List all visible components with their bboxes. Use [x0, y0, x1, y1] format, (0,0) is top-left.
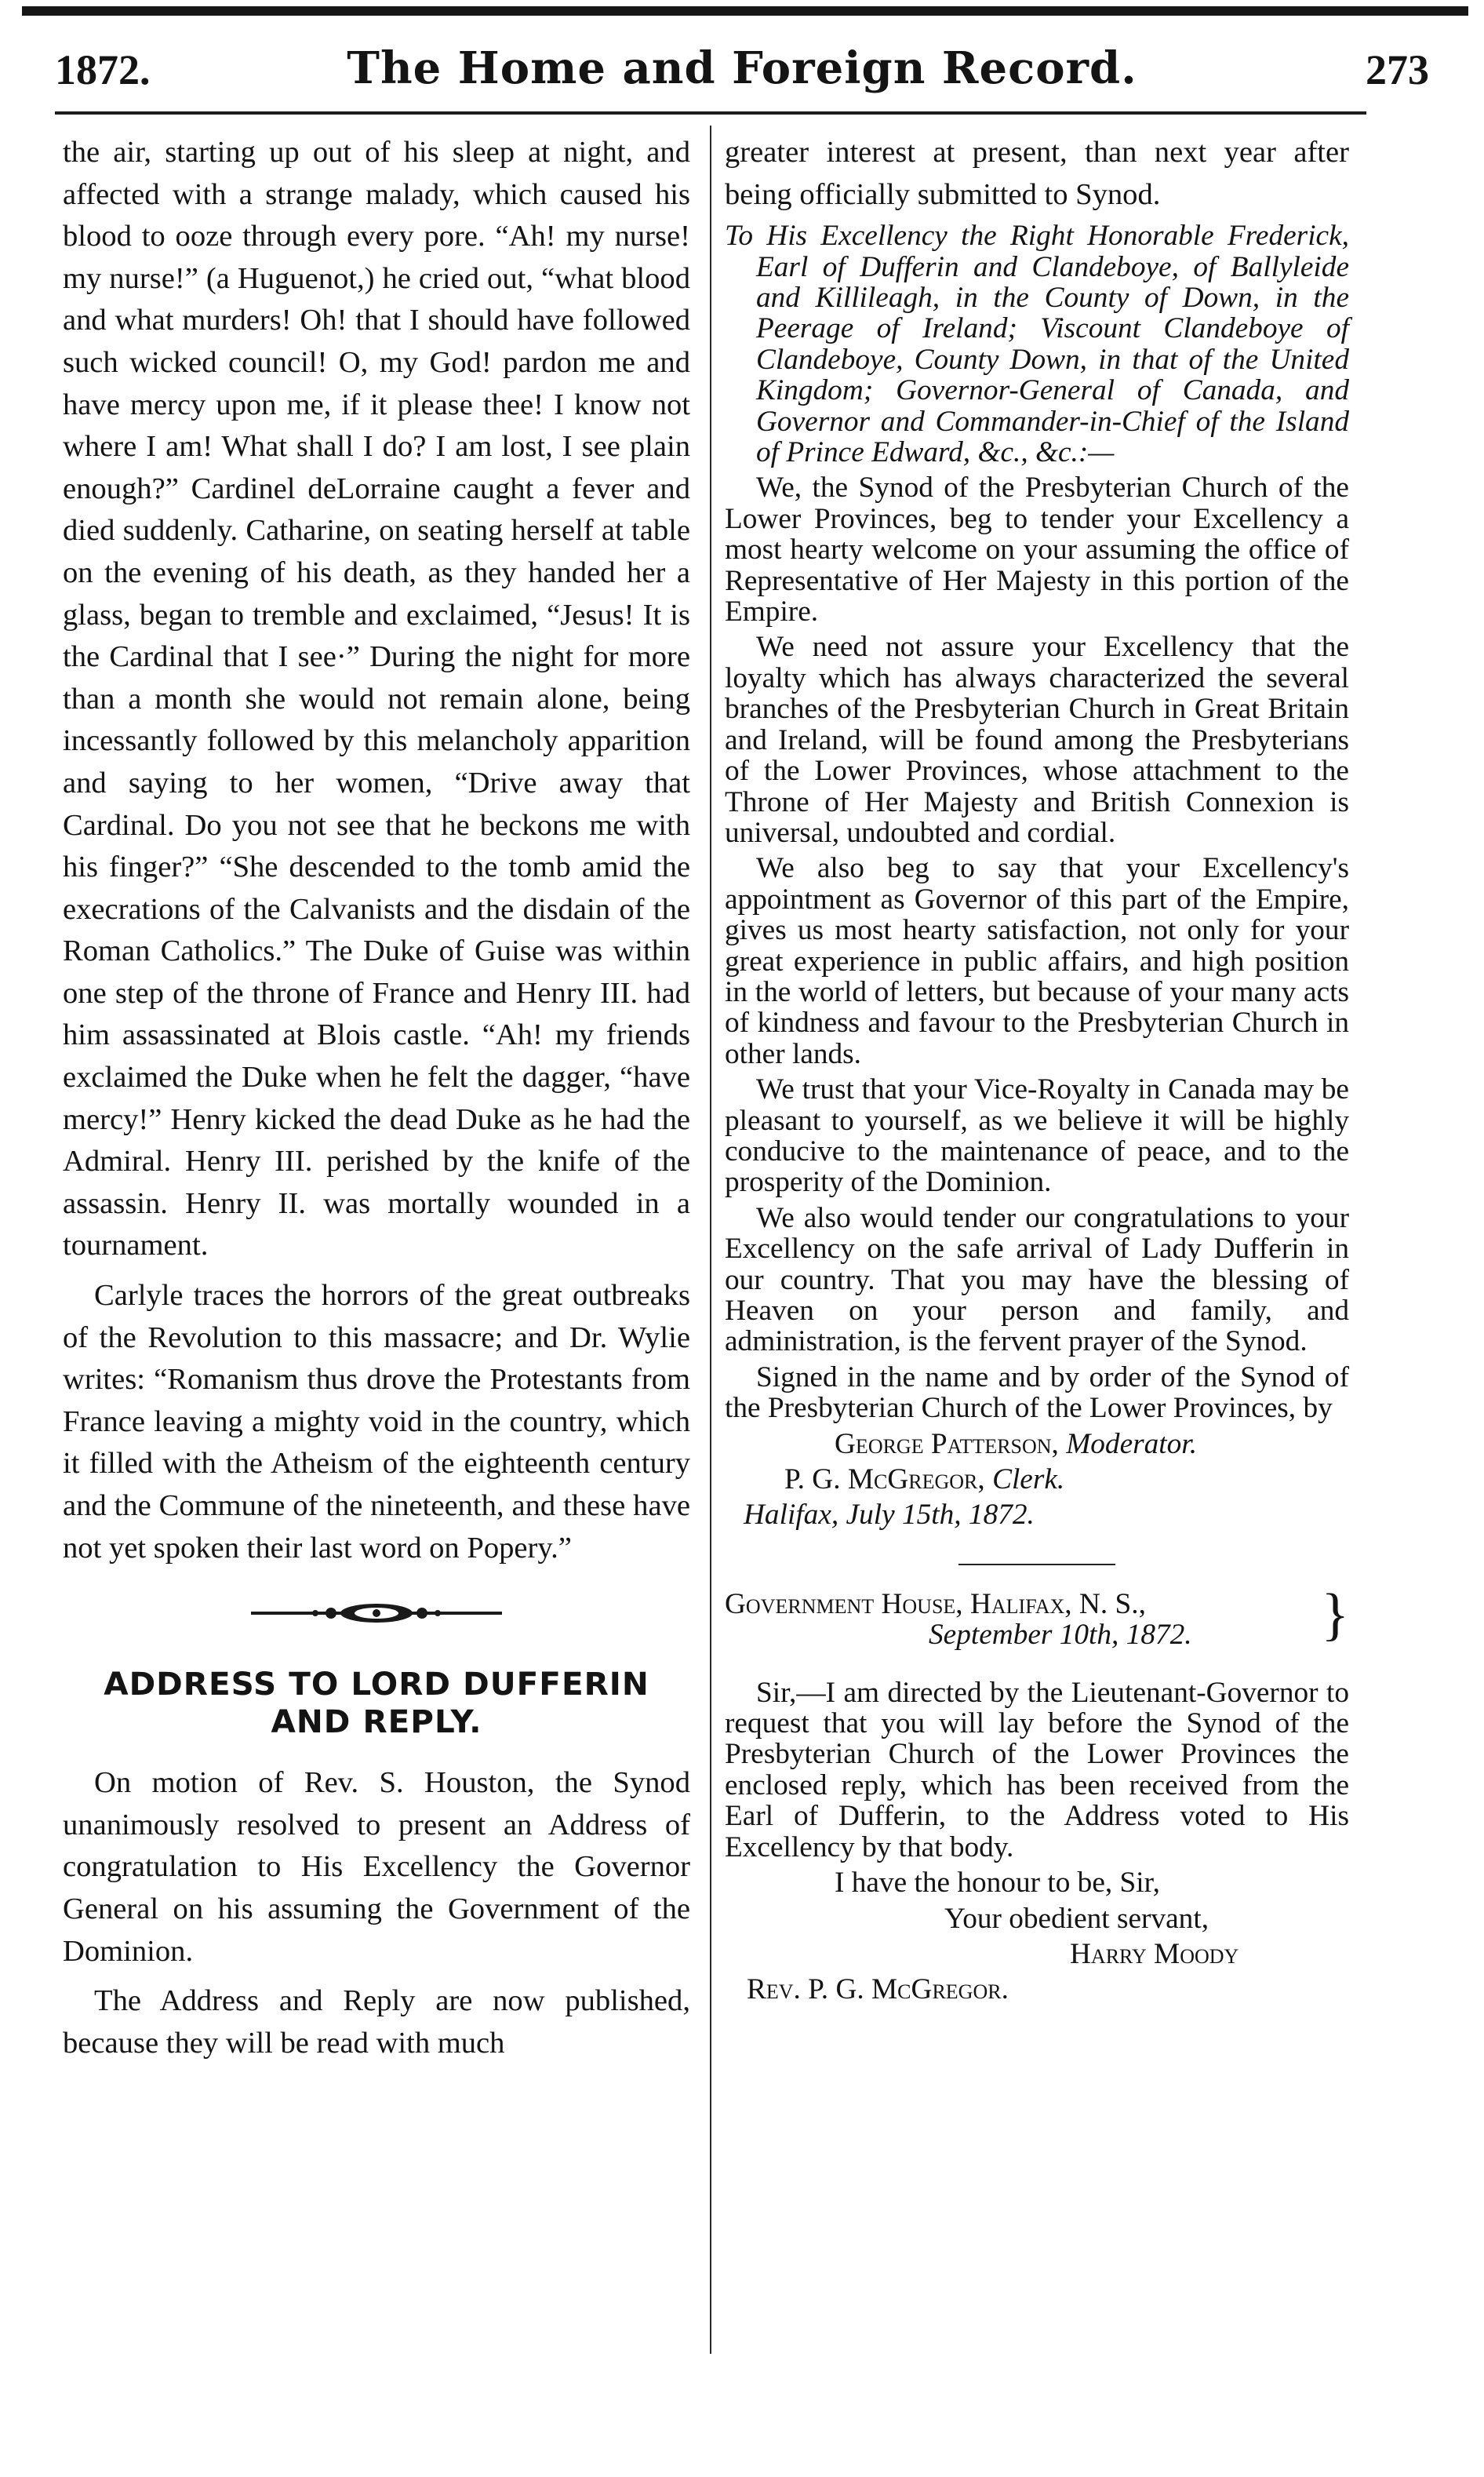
letter-body [725, 1677, 1349, 2005]
address-paragraph-1: We, the Synod of the Presbyterian Church of the Lower Provinces, beg to tender your Excellency a most hearty welcome on your assuming the office of Representative of Her Majesty in this portion of the Empire. [725, 472, 1349, 628]
address-paragraph-5: We also would tender our congratulations to your Excellency on the safe arrival of Lady Dufferin in our country. That you may have the blessing of Heaven on your person and family, and administration, is the fervent prayer of the Synod. [725, 1201, 1349, 1358]
moderator-role: Moderator. [1066, 1427, 1198, 1460]
signature-moderator [725, 1429, 1349, 1459]
brace-icon: } [1321, 1582, 1349, 1647]
left-paragraph-1: the air, starting up out of his sleep at night, and affected with a strange malady, which caused his blood to ooze through every pore. “Ah! my nurse! my nurse!” (a Huguenot,) he cried out, “what blood and what murders! Oh! that I should have followed such wicked council! O, my God! pardon me and have mercy upon me, if it please thee! I know not where I am! What shall I do? I am lost, I see plain enough?” Cardinel deLorraine caught a fever and died suddenly. Catharine, on seating herself at table on the evening of his death, as they handed her a glass, began to tremble and exclaimed, “Jesus! It is the Cardinal that I see·” During the night for more than a month she would not remain alone, being incessantly followed by this melancholy apparition and saying to her women, “Drive away that Cardinal. Do you not see that he beckons me with his finger?” “She descended to the tomb amid the execrations of the Calvanists and the disdain of the Roman Catholics.” The Duke of Guise was within one step of the throne of France and Henry III. had him assassinated at Blois castle. “Ah! my friends exclaimed the Duke when he felt the dagger, “have mercy!” Henry kicked the dead Duke as he had the Admiral. Henry III. perished by the knife of the assassin. Henry II. was mortally wounded in a tournament. [63, 136, 690, 1262]
address-paragraph-4: We trust that your Vice-Royalty in Canada may be pleasant to yourself, as we believe it will be highly conducive to the maintenance of peace, and to the prosperity of the Dominion. [725, 1073, 1349, 1199]
running-header [55, 31, 1429, 118]
left-paragraph-3: On motion of Rev. S. Houston, the Synod unanimously resolved to present an Address of congratulation to His Excellency the Governor General on his assuming the Government of the Dominion. [63, 1766, 690, 1968]
letter-date: September 10th, 1872. [929, 1619, 1192, 1652]
signature-clerk [725, 1464, 1349, 1495]
moderator-name: George Patterson, [835, 1427, 1059, 1460]
clerk-role: Clerk. [992, 1463, 1065, 1496]
column-divider [710, 126, 711, 2354]
letter-addressee: Rev. P. G. McGregor. [747, 1973, 1009, 2006]
letter-sender-address: Government House, Halifax, N. S., [725, 1587, 1146, 1620]
right-column [725, 132, 1349, 2010]
top-rule [22, 6, 1468, 16]
signature-place-date: Halifax, July 15th, 1872. [744, 1499, 1035, 1532]
address-paragraph-6: Signed in the name and by order of the Synod of the Presbyterian Church of the Lower Provinces, by [725, 1361, 1349, 1425]
letter-closing-1: I have the honour to be, Sir, [835, 1867, 1160, 1900]
address-paragraph-3: We also beg to say that your Excellency's appointment as Governor of this part of the Empire, gives us most hearty satisfaction, not only for your great experience in public affairs, and high position in the world of letters, but because of your many acts of kindness and favour to the Presbyterian Church in other lands. [725, 852, 1349, 1070]
left-column [63, 132, 690, 2072]
letter-rule [958, 1564, 1115, 1565]
letter-address-block [725, 1582, 1349, 1652]
letter-closing-2: Your obedient servant, [944, 1902, 1209, 1935]
section-heading: ADDRESS TO LORD DUFFERIN AND REPLY. [104, 1665, 649, 1741]
government-house-letter [725, 1564, 1349, 2005]
letter-paragraph-1: Sir,—I am directed by the Lieutenant-Governor to request that you will lay before the Synod of the Presbyterian Church of the Lower Provinces the enclosed reply, which has been received from the Earl of Dufferin, to the Address voted to His Excellency by that body. [725, 1676, 1349, 1863]
left-paragraph-2: Carlyle traces the horrors of the great outbreaks of the Revolution to this massacre; and Dr. Wylie writes: “Romanism thus drove the Protestants from France leaving a mighty void in the country, which it filled with the Atheism of the eighteenth century and the Commune of the nineteenth, and these have not yet spoken their last word on Popery.” [63, 1279, 690, 1565]
address-signatures [725, 1429, 1349, 1531]
letter-signatory: Harry Moody [1070, 1937, 1239, 1970]
address-paragraph-2: We need not assure your Excellency that the loyalty which has always characterized the several branches of the Presbyterian Church in Great Britain and Ireland, will be found among the Presbyterians of the Lower Provinces, whose attachment to the Throne of Her Majesty and British Connexion is universal, undoubted and cordial. [725, 631, 1349, 849]
clerk-name: P. G. McGregor, [784, 1463, 985, 1496]
ornament-divider-icon [243, 1597, 510, 1629]
header-rule [55, 111, 1366, 115]
address-dedication: To His Excellency the Right Honorable Frederick, Earl of Dufferin and Clandeboye, of Ballyleide and Killileagh, in the County of Down, in the Peerage of Ireland; Viscount Clandeboye of Clandeboye, County Down, in that of the United Kingdom; Governor-General of Canada, and Governor and Commander-in-Chief of the Island of Prince Edward, &c., &c.:— [725, 220, 1349, 469]
letter-address-lines [725, 1589, 1192, 1651]
header-title: The Home and Foreign Record. [347, 42, 1137, 94]
left-paragraph-4: The Address and Reply are now published, because they will be read with much [63, 1984, 690, 2060]
header-year: 1872. [55, 46, 151, 93]
header-page-number: 273 [1366, 46, 1429, 93]
right-paragraph-0: greater interest at present, than next year after being officially submitted to Synod. [725, 136, 1349, 211]
